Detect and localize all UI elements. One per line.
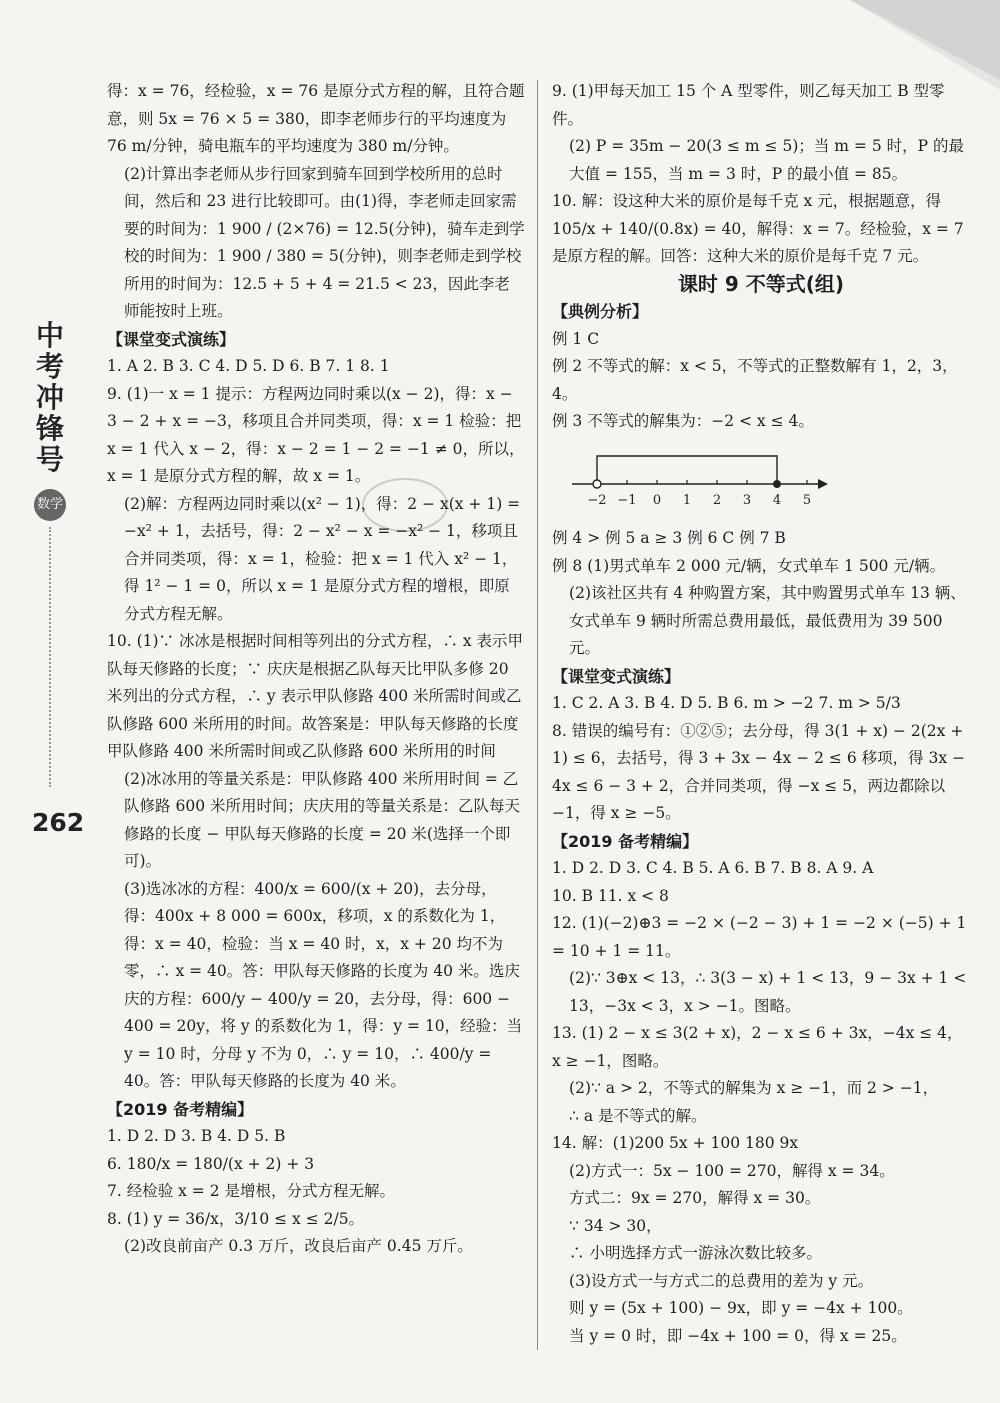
- answer-text: 8. 错误的编号有：①②⑤；去分母，得 3(1 + x) − 2(2x + 1) ≤ 6，去括号，得 3 + 3x − 4x − 2 ≤ 6 移项，得 3x − 4x ≤ 6 − 3 + 2，合并同类项，得 −x ≤ 5，两边都除以 −1，得 x ≥ −5。: [552, 721, 966, 822]
- answer-text: ∴ 小明选择方式一游泳次数比较多。: [569, 1244, 822, 1262]
- answer-list: 1. A 2. B 3. C 4. D 5. D 6. B 7. 1 8. 1: [107, 357, 390, 375]
- tick-label: 4: [772, 492, 782, 508]
- example-answer: 例 4 > 例 5 a ≥ 3 例 6 C 例 7 B: [552, 529, 786, 547]
- answer-text: 7. 经检验 x = 2 是增根，分式方程无解。: [107, 1182, 396, 1200]
- solution-bracket: [597, 456, 777, 480]
- answer-text: (2)∵ a > 2，不等式的解集为 x ≥ −1，而 2 > −1，: [569, 1079, 939, 1097]
- answer-text: 14. 解：(1)200 5x + 100 180 9x: [552, 1134, 799, 1152]
- lesson-title: 课时 9 不等式(组): [677, 271, 845, 296]
- answer-text: ∴ a 是不等式的解。: [569, 1106, 707, 1125]
- answer-text: 当 y = 0 时，即 −4x + 100 = 0，得 x = 25。: [569, 1326, 907, 1345]
- example-answer: 例 8 (1)男式单车 2 000 元/辆，女式单车 1 500 元/辆。: [552, 556, 946, 575]
- answer-text: (2)计算出李老师从步行回家到骑车回到学校所用的总时间，然后和 23 进行比较即可。由(1)得，李老师走回家需要的时间为：1 900 / (2×76) = 12.5(分钟)，骑车走到学校的时间为：1 900 / 380 = 5(分钟)，则李老师走到学校所用的时间为：12.5 + 5 + 4 = 21.5 < 23，因此李老师能按时上班。: [124, 164, 525, 320]
- section-heading: 【课堂变式演练】: [107, 329, 236, 349]
- answer-text: (2)改良前亩产 0.3 万斤，改良后亩产 0.45 万斤。: [124, 1237, 473, 1255]
- answer-list: 1. D 2. D 3. C 4. B 5. A 6. B 7. B 8. A 9. A: [552, 859, 874, 877]
- example-answer: 例 2 不等式的解：x < 5，不等式的正整数解有 1，2，3，4。: [552, 357, 958, 403]
- tick-label: 3: [742, 492, 752, 508]
- answer-text: 8. (1) y = 36/x，3/10 ≤ x ≤ 2/5。: [107, 1209, 365, 1228]
- tick-label: 2: [712, 492, 722, 508]
- example-answer: 例 3 不等式的解集为：−2 < x ≤ 4。: [552, 412, 814, 430]
- answer-text: 10. 解：设这种大米的原价是每千克 x 元，根据题意，得 105/x + 140/(0.8x) = 40，解得：x = 7。经检验，x = 7 是原方程的解。回答：这种大米的原价是每千克 7 元。: [552, 192, 964, 265]
- answer-text: (2)∵ 3⊕x < 13，∴ 3(3 − x) + 1 < 13，9 − 3x + 1 < 13，−3x < 3，x > −1。图略。: [569, 969, 967, 1015]
- dotted-divider: [49, 527, 51, 787]
- example-answer: 例 1 C: [552, 329, 600, 348]
- section-heading: 【2019 备考精编】: [552, 831, 699, 851]
- answer-list: 10. B 11. x < 8: [552, 886, 669, 905]
- open-endpoint: [593, 480, 601, 488]
- spine-label: [30, 320, 70, 787]
- answer-text: 则 y = (5x + 100) − 9x，即 y = −4x + 100。: [569, 1299, 913, 1317]
- column-divider: [537, 80, 538, 1350]
- answer-text: 6. 180/x = 180/(x + 2) + 3: [107, 1154, 315, 1173]
- answer-text: 10. (1)∵ 冰冰是根据时间相等列出的分式方程，∴ x 表示甲队每天修路的长度；∵ 庆庆是根据乙队每天比甲队多修 20 米列出的分式方程，∴ y 表示甲队修路 400 米所需时间或乙队修路 600 米所用的时间。故答案是：甲队每天修路的长度 甲队修路 400 米所需时间或乙队修路 600 米所用的时间: [107, 632, 524, 760]
- tick-label: 0: [652, 492, 662, 508]
- tick-label: −1: [617, 492, 637, 508]
- section-heading: 【课堂变式演练】: [552, 666, 681, 686]
- subject-badge: 数学: [34, 489, 66, 521]
- answer-text: (2)冰冰用的等量关系是：甲队修路 400 米所用时间 = 乙队修路 600 米所用时间；庆庆用的等量关系是：乙队每天修路的长度 − 甲队每天修路的长度 = 20 米(选择一个即可)。: [124, 769, 520, 870]
- answer-list: 1. D 2. D 3. B 4. D 5. B: [107, 1127, 286, 1145]
- section-heading: 【2019 备考精编】: [107, 1099, 254, 1119]
- answer-text: (2)方式一：5x − 100 = 270，解得 x = 34。: [569, 1161, 895, 1180]
- answer-text: (2)解：方程两边同时乘以(x² − 1)，得：2 − x(x + 1) = −x² + 1，去括号，得：2 − x² − x = −x² − 1，移项且合并同类项，得：x = 1，检验：把 x = 1 代入 x² − 1，得 1² − 1 = 0，所以 x = 1 是原分式方程的增根，即原分式方程无解。: [124, 494, 521, 623]
- answer-text: (3)设方式一与方式二的总费用的差为 y 元。: [569, 1271, 874, 1290]
- answer-text: (2) P = 35m − 20(3 ≤ m ≤ 5)；当 m = 5 时，P 的最大值 = 155，当 m = 3 时，P 的最小值 = 85。: [569, 137, 964, 183]
- closed-endpoint: [773, 480, 781, 488]
- answer-text: 得：x = 76，经检验，x = 76 是原分式方程的解，且符合题意，则 5x = 76 × 5 = 380，即李老师步行的平均速度为 76 m/分钟，骑电瓶车的平均速度为 380 m/分钟。: [107, 82, 525, 155]
- answer-text: 9. (1)一 x = 1 提示：方程两边同时乘以(x − 2)，得：x − 3 − 2 + x = −3，移项且合并同类项，得：x = 1 检验：把 x = 1 代入 x − 2，得：x − 2 = 1 − 2 = −1 ≠ 0，所以，x = 1 是原分式方程的解，故 x = 1。: [107, 384, 525, 485]
- answer-text: ∵ 34 > 30，: [569, 1216, 662, 1235]
- answer-text: 方式二：9x = 270，解得 x = 30。: [569, 1189, 821, 1207]
- answer-text: 13. (1) 2 − x ≤ 3(2 + x)，2 − x ≤ 6 + 3x，−4x ≤ 4，x ≥ −1，图略。: [552, 1024, 963, 1070]
- number-line: [552, 436, 832, 516]
- answer-text: (3)选冰冰的方程：400/x = 600/(x + 20)，去分母，得：400x + 8 000 = 600x，移项，x 的系数化为 1，得：x = 40，检验：当 x = 40 时，x，x + 20 均不为零，∴ x = 40。答：甲队每天修路的长度为 40 米。选庆庆的方程：600/y − 400/y = 20，去分母，得：600 − 400 = 20y，将 y 的系数化为 1，得：y = 10，经验：当 y = 10 时，分母 y 不为 0，∴ y = 10，∴ 400/y = 40。答：甲队每天修路的长度为 40 米。: [124, 879, 523, 1090]
- tick-label: 1: [682, 492, 692, 508]
- answer-text: 12. (1)(−2)⊕3 = −2 × (−2 − 3) + 1 = −2 × (−5) + 1 = 10 + 1 = 11。: [552, 914, 967, 960]
- right-column: [552, 78, 970, 1350]
- example-answer: (2)该社区共有 4 种购置方案，其中购置男式单车 13 辆、女式单车 9 辆时所需总费用最低，最低费用为 39 500 元。: [569, 584, 966, 657]
- page-number: 262: [32, 808, 85, 837]
- page-curl-corner: [850, 0, 1000, 90]
- tick-label: −2: [587, 492, 607, 508]
- answer-list: 1. C 2. A 3. B 4. D 5. B 6. m > −2 7. m > 5/3: [552, 694, 901, 712]
- tick-label: 5: [802, 492, 812, 508]
- left-column: [107, 78, 525, 1261]
- axis-arrow: [818, 479, 828, 489]
- answer-text: 9. (1)甲每天加工 15 个 A 型零件，则乙每天加工 B 型零件。: [552, 82, 945, 128]
- book-title: 中考冲锋号: [35, 319, 64, 476]
- section-heading: 【典例分析】: [552, 302, 649, 321]
